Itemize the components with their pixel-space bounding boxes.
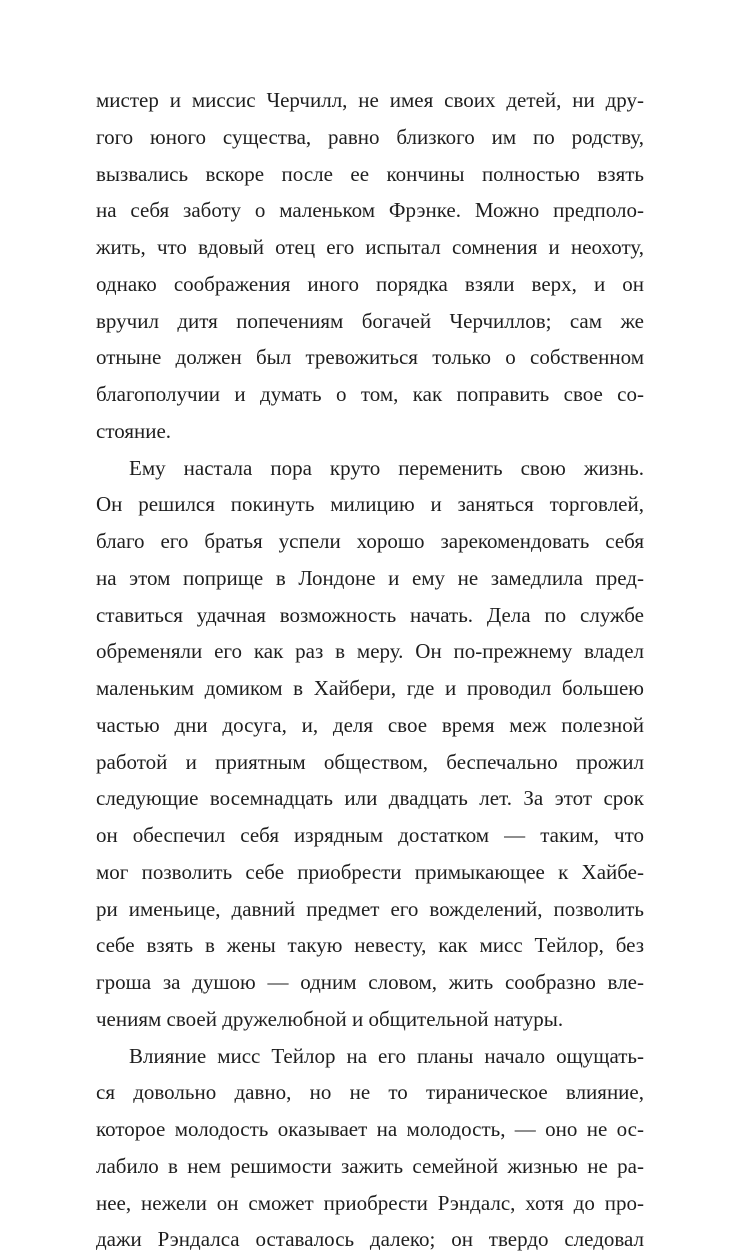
- text-line: жить, что вдовый отец его испытал сомнения и неохоту,: [96, 229, 644, 266]
- text-line: обременяли его как раз в меру. Он по-прежнему владел: [96, 633, 644, 670]
- text-line: лабило в нем решимости зажить семейной жизнью не ра-: [96, 1148, 644, 1185]
- text-line: на себя заботу о маленьком Фрэнке. Можно предполо-: [96, 192, 644, 229]
- text-line: маленьким домиком в Хайбери, где и проводил большею: [96, 670, 644, 707]
- text-line: однако соображения иного порядка взяли верх, и он: [96, 266, 644, 303]
- text-line: частью дни досуга, и, деля свое время меж полезной: [96, 707, 644, 744]
- text-line: стояние.: [96, 413, 644, 450]
- text-line: Он решился покинуть милицию и заняться торговлей,: [96, 486, 644, 523]
- text-line: благо его братья успели хорошо зарекомендовать себя: [96, 523, 644, 560]
- text-line: ри именьице, давний предмет его вожделений, позволить: [96, 891, 644, 928]
- text-line: чениям своей дружелюбной и общительной натуры.: [96, 1001, 644, 1038]
- paragraph-2: [96, 450, 644, 1038]
- text-line: мог позволить себе приобрести примыкающее к Хайбе-: [96, 854, 644, 891]
- text-line: отныне должен был тревожиться только о собственном: [96, 339, 644, 376]
- text-line: дажи Рэндалса оставалось далеко; он твердо следовал: [96, 1221, 644, 1258]
- body-text: [96, 82, 644, 1258]
- paragraph-3: [96, 1038, 644, 1258]
- text-line: благополучии и думать о том, как поправить свое со-: [96, 376, 644, 413]
- text-line: нее, нежели он сможет приобрести Рэндалс, хотя до про-: [96, 1185, 644, 1222]
- text-line: работой и приятным обществом, беспечально прожил: [96, 744, 644, 781]
- text-line: Влияние мисс Тейлор на его планы начало ощущать-: [96, 1038, 644, 1075]
- text-line: на этом поприще в Лондоне и ему не замедлила пред-: [96, 560, 644, 597]
- text-line: себе взять в жены такую невесту, как мисс Тейлор, без: [96, 927, 644, 964]
- text-line: следующие восемнадцать или двадцать лет. За этот срок: [96, 780, 644, 817]
- text-line: Ему настала пора круто переменить свою жизнь.: [96, 450, 644, 487]
- text-line: гого юного существа, равно близкого им по родству,: [96, 119, 644, 156]
- text-line: гроша за душою — одним словом, жить сообразно вле-: [96, 964, 644, 1001]
- text-line: ставиться удачная возможность начать. Дела по службе: [96, 597, 644, 634]
- text-line: ся довольно давно, но не то тираническое влияние,: [96, 1074, 644, 1111]
- text-line: вызвались вскоре после ее кончины полностью взять: [96, 156, 644, 193]
- paragraph-1: [96, 82, 644, 450]
- text-line: вручил дитя попечениям богачей Черчиллов; сам же: [96, 303, 644, 340]
- text-line: он обеспечил себя изрядным достатком — таким, что: [96, 817, 644, 854]
- text-line: которое молодость оказывает на молодость, — оно не ос-: [96, 1111, 644, 1148]
- text-line: мистер и миссис Черчилл, не имея своих детей, ни дру-: [96, 82, 644, 119]
